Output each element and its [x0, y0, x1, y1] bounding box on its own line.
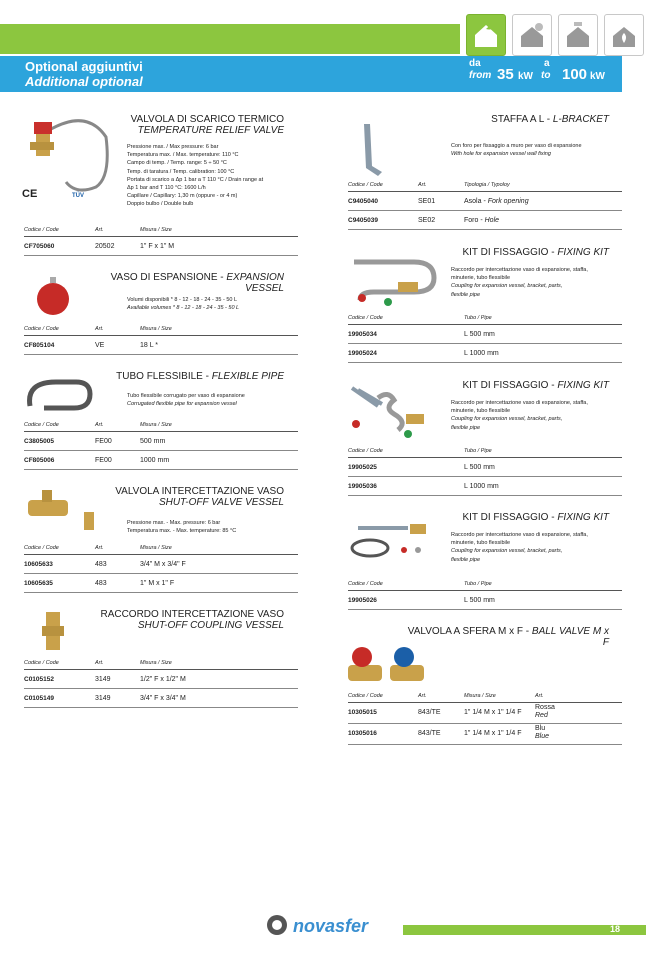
cell-art: 843/TE: [418, 709, 441, 716]
spec-line: flexible pipe: [451, 291, 481, 298]
cell-art: 20502: [95, 243, 115, 250]
cell-size: 18 L *: [140, 342, 159, 349]
fixing-kit-image: [348, 520, 442, 569]
section-banner: [0, 56, 622, 92]
cell-size: 3/4" M x 3/4" F: [140, 561, 186, 568]
cell-code: C9405040: [348, 198, 378, 205]
range-from: from: [469, 70, 492, 81]
flexible-pipe-image: [24, 376, 96, 419]
header-pipe: Tubo / Pipe: [464, 581, 492, 587]
brand-logo-icon: [266, 914, 288, 936]
cell-code: C9405039: [348, 217, 378, 224]
pipe-title-en: FLEXIBLE PIPE: [211, 371, 284, 382]
table-header: [24, 545, 298, 555]
kit3-title-it: KIT DI FISSAGGIO -: [462, 512, 558, 523]
header-art: Art.: [95, 545, 104, 551]
cell-type-it: Asola -: [464, 198, 488, 205]
cell-pipe: L 1000 mm: [464, 483, 499, 490]
relief-table: [24, 227, 298, 256]
vessel-table: [24, 326, 298, 355]
house-flame-icon[interactable]: [604, 14, 644, 56]
top-green-bar: [0, 24, 460, 54]
kit1-specs: [451, 266, 616, 299]
relief-valve-image: [26, 112, 106, 202]
cell-code: 19905034: [348, 331, 377, 338]
table-row: [24, 574, 298, 593]
header-code: Codice / Code: [348, 693, 383, 699]
table-row: [24, 451, 298, 470]
spec-line: Coupling for expansion vessel, bracket, parts,: [451, 416, 563, 423]
header-size: Misura / Size: [140, 227, 172, 233]
range-da: da: [469, 58, 481, 69]
fixing-kit-image: [348, 384, 442, 445]
ball-title-en: BALL VALVE M x F: [531, 626, 609, 648]
shutoff-valve-image: [24, 488, 100, 541]
cell-size: 1000 mm: [140, 457, 170, 464]
ce-mark: CE: [22, 188, 38, 200]
kit1-title-it: KIT DI FISSAGGIO -: [462, 247, 558, 258]
coupling-title-en: SHUT-OFF COUPLING VESSEL: [137, 620, 284, 631]
cell-size: 3/4" F x 3/4" M: [140, 695, 186, 702]
category-icons: [466, 14, 644, 56]
table-row: [348, 703, 622, 724]
spec-line: minuterie, tubo flessibile: [451, 275, 511, 282]
header-art: Art.: [95, 227, 104, 233]
spec-line: Raccordo per intercettazione vaso di espansione, staffa,: [451, 532, 588, 538]
header-type: Tipologia / Typoloy: [464, 182, 510, 188]
brand-name: novasfer: [293, 916, 369, 936]
cell-code: 19905036: [348, 483, 377, 490]
page-number: 18: [610, 924, 621, 934]
table-row: [24, 432, 298, 451]
kit3-specs: [451, 531, 616, 564]
pipe-table: [24, 422, 298, 470]
table-row: [348, 724, 622, 745]
cell-art: 3149: [95, 676, 111, 683]
relief-specs: [127, 143, 297, 209]
coupling-table: [24, 660, 298, 708]
bracket-table: [348, 182, 622, 230]
spec-line: Coupling for expansion vessel, bracket, parts,: [451, 548, 563, 555]
header-code: Codice / Code: [24, 660, 59, 666]
header-code: Codice / Code: [348, 581, 383, 587]
spec-line: Volumi disponibili * 8 - 12 - 18 - 24 - 35 - 50 L: [127, 297, 238, 303]
banner-title-it: Optional aggiuntivi: [25, 59, 143, 74]
header-code: Codice / Code: [24, 422, 59, 428]
table-row: [24, 670, 298, 689]
header-art: Art.: [95, 326, 104, 332]
cell-pipe: L 500 mm: [464, 464, 495, 471]
ball-title: [400, 626, 609, 648]
header-art: Art.: [418, 182, 427, 188]
cell-code: 10605635: [24, 580, 53, 587]
header-art: Art.: [418, 693, 427, 699]
cell-color: [535, 704, 555, 720]
brand-logo: [266, 914, 368, 937]
spec-line: Tubo flessibile corrugato per vaso di espansione: [127, 393, 245, 399]
cell-art: SE02: [418, 217, 436, 224]
relief-title-en: TEMPERATURE RELIEF VALVE: [137, 125, 284, 136]
spec-line: Portata di scarico a Δp 1 bar a T 110 °C / Drain range at: [127, 176, 264, 183]
table-header: [24, 660, 298, 670]
spec-line: Capillare / Capillary: 1,30 m (oppure - or 4 m): [127, 193, 238, 200]
range-min-unit: kW: [518, 71, 533, 82]
spec-line: With hole for expansion vessel wall fixing: [451, 151, 551, 158]
header-art2: Art.: [535, 693, 544, 699]
relief-title-it: VALVOLA DI SCARICO TERMICO: [130, 114, 284, 125]
spec-line: Campo di temp. / Temp. range: 5 ÷ 50 °C: [127, 160, 227, 167]
cell-code: CF805104: [24, 342, 55, 349]
cell-type-en: Fork opening: [487, 198, 529, 205]
kit3-title: [420, 512, 609, 523]
table-row: [24, 689, 298, 708]
bracket-title-it: STAFFA A L -: [491, 114, 553, 125]
spec-line: minuterie, tubo flessibile: [451, 540, 511, 547]
spec-line: flexible pipe: [451, 556, 481, 563]
spec-line: Corrugated flexible pipe for expansion vessel: [127, 401, 237, 408]
cell-color-en: Blue: [535, 733, 550, 740]
kit2-specs: [451, 399, 616, 432]
l-bracket-image: [358, 122, 384, 181]
shutoff-title-it: VALVOLA INTERCETTAZIONE VASO: [115, 486, 284, 497]
bracket-title-en: L-BRACKET: [552, 114, 609, 125]
cell-size: 1" F x 1" M: [140, 243, 175, 250]
bracket-specs: [451, 142, 616, 158]
cell-art: SE01: [418, 198, 436, 205]
cell-code: 10305016: [348, 730, 377, 737]
spec-line: Pressione max. / Max pressure: 6 bar: [127, 144, 219, 150]
cell-art: FE00: [95, 457, 112, 464]
cell-size: 1" M x 1" F: [140, 580, 175, 587]
house-sun-icon[interactable]: [512, 14, 552, 56]
header-size: Misura / Size: [140, 326, 172, 332]
spec-line: Coupling for expansion vessel, bracket, parts,: [451, 283, 563, 290]
cell-code: 10605633: [24, 561, 53, 568]
cell-size: 1" 1/4 M x 1" 1/4 F: [464, 709, 522, 716]
table-header: [348, 315, 622, 325]
cell-size: 1" 1/4 M x 1" 1/4 F: [464, 730, 522, 737]
cell-art: VE: [95, 342, 105, 349]
cell-size: 500 mm: [140, 438, 166, 445]
header-code: Codice / Code: [348, 182, 383, 188]
kit2-table: [348, 448, 622, 496]
spec-line: Pressione max. - Max. pressure: 6 bar: [127, 520, 221, 526]
header-code: Codice / Code: [348, 448, 383, 454]
cell-art: 483: [95, 561, 107, 568]
kit2-title-en: FIXING KIT: [557, 380, 609, 391]
header-size: Misura / Size: [464, 693, 496, 699]
kit2-title-it: KIT DI FISSAGGIO -: [462, 380, 558, 391]
table-row: [348, 192, 622, 211]
spec-line: Available volumes * 8 - 12 - 18 - 24 - 35 - 50 L: [127, 305, 240, 312]
spec-line: Temp. di taratura / Temp. calibration: 100 °C: [127, 168, 235, 175]
tuv-mark: TÜV: [72, 193, 84, 199]
kit2-title: [420, 380, 609, 391]
vessel-specs: [127, 296, 297, 312]
header-pipe: Tubo / Pipe: [464, 448, 492, 454]
range-max-unit: kW: [590, 71, 605, 82]
spec-line: minuterie, tubo flessibile: [451, 408, 511, 415]
expansion-vessel-image: [36, 277, 72, 322]
table-row: [348, 591, 622, 610]
header-art: Art.: [95, 422, 104, 428]
spec-line: Con foro per fissaggio a muro per vaso di espansione: [451, 143, 582, 149]
cell-code: 19905025: [348, 464, 377, 471]
cell-code: CF705060: [24, 243, 55, 250]
header-code: Codice / Code: [24, 545, 59, 551]
fixing-kit-image: [348, 252, 442, 313]
cell-code: C0105152: [24, 676, 54, 683]
table-header: [348, 581, 622, 591]
header-code: Codice / Code: [348, 315, 383, 321]
vessel-title: [88, 272, 284, 294]
range-a: a: [544, 58, 550, 69]
spec-line: Temperatura max. / Max. temperature: 110 °C: [127, 152, 239, 159]
pipe-title: [88, 371, 284, 382]
cell-art: 843/TE: [418, 730, 441, 737]
shutoff-title-en: SHUT-OFF VALVE VESSEL: [158, 497, 284, 508]
coupling-image: [40, 612, 66, 657]
ball-title-it: VALVOLA A SFERA M x F -: [407, 626, 532, 637]
table-row: [348, 477, 622, 496]
cell-code: C0105149: [24, 695, 54, 702]
kit1-title: [420, 247, 609, 258]
table-row: [24, 555, 298, 574]
table-header: [24, 227, 298, 237]
cell-type: [464, 217, 499, 224]
cell-art: 3149: [95, 695, 111, 702]
cell-art: FE00: [95, 438, 112, 445]
kit1-title-en: FIXING KIT: [557, 247, 609, 258]
cell-type: [464, 198, 529, 205]
house-tap-icon[interactable]: [558, 14, 598, 56]
bracket-title: [420, 114, 609, 125]
cell-pipe: L 500 mm: [464, 597, 495, 604]
cell-type-it: Foro -: [464, 217, 485, 224]
cell-color: [535, 725, 549, 741]
table-row: [24, 237, 298, 256]
spec-line: Temperatura max. - Max. temperature: 85 °C: [127, 528, 237, 535]
table-header: [348, 448, 622, 458]
cell-code: 10305015: [348, 709, 377, 716]
header-size: Misura / Size: [140, 422, 172, 428]
house-leaf-icon[interactable]: [466, 14, 506, 56]
cell-code: 19905024: [348, 350, 377, 357]
shutoff-table: [24, 545, 298, 593]
cell-code: 19905026: [348, 597, 377, 604]
cell-pipe: L 1000 mm: [464, 350, 499, 357]
table-row: [348, 458, 622, 477]
header-size: Misura / Size: [140, 545, 172, 551]
shutoff-specs: [127, 519, 297, 535]
table-header: [24, 422, 298, 432]
cell-type-en: Hole: [484, 217, 500, 224]
cell-color-it: Rossa: [535, 704, 555, 711]
spec-line: Raccordo per intercettazione vaso di espansione, staffa,: [451, 400, 588, 406]
kit3-title-en: FIXING KIT: [557, 512, 609, 523]
coupling-title-it: RACCORDO INTERCETTAZIONE VASO: [100, 609, 284, 620]
header-size: Misura / Size: [140, 660, 172, 666]
spec-line: flexible pipe: [451, 424, 481, 431]
table-row: [348, 325, 622, 344]
spec-line: Doppio bulbo / Double bulb: [127, 201, 194, 208]
cell-art: 483: [95, 580, 107, 587]
range-max: 100: [562, 66, 588, 83]
ball-table: [348, 693, 622, 745]
spec-line: Δp 1 bar and T 110 °C: 1600 L/h: [127, 185, 206, 192]
cell-code: CF805006: [24, 457, 55, 464]
header-pipe: Tubo / Pipe: [464, 315, 492, 321]
table-header: [24, 326, 298, 336]
cell-color-en: Red: [535, 712, 548, 719]
cell-pipe: L 500 mm: [464, 331, 495, 338]
table-header: [348, 693, 622, 703]
table-header: [348, 182, 622, 192]
header-art: Art.: [95, 660, 104, 666]
spec-line: Raccordo per intercettazione vaso di espansione, staffa,: [451, 267, 588, 273]
range-to: to: [541, 70, 551, 81]
range-min: 35: [497, 66, 514, 83]
kit1-table: [348, 315, 622, 363]
vessel-title-it: VASO DI ESPANSIONE -: [110, 272, 227, 283]
header-code: Codice / Code: [24, 227, 59, 233]
table-row: [24, 336, 298, 355]
table-row: [348, 344, 622, 363]
cell-color-it: Blu: [535, 725, 546, 732]
pipe-specs: [127, 392, 297, 408]
kit3-table: [348, 581, 622, 610]
vessel-title-en: EXPANSION VESSEL: [226, 272, 284, 294]
ball-valves-image: [346, 645, 428, 692]
header-code: Codice / Code: [24, 326, 59, 332]
table-row: [348, 211, 622, 230]
pipe-title-it: TUBO FLESSIBILE -: [116, 371, 212, 382]
banner-title-en: Additional optional: [25, 74, 143, 89]
cell-size: 1/2" F x 1/2" M: [140, 676, 186, 683]
cell-code: C3805005: [24, 438, 54, 445]
